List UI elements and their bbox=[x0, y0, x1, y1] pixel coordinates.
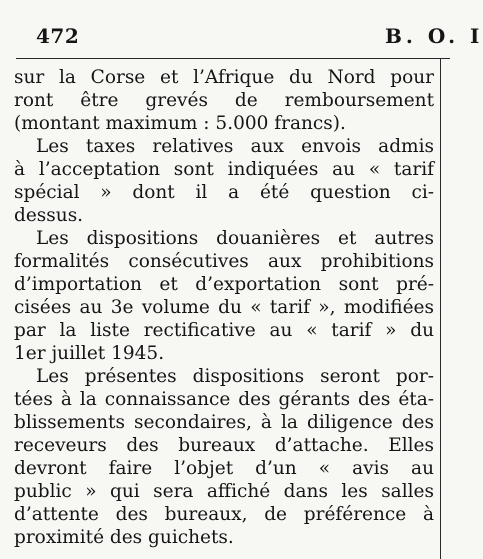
text-line: spécial » dont il a été question ci- bbox=[14, 182, 434, 203]
text-line: d’importation et d’exportation sont pré- bbox=[14, 274, 434, 295]
column-rule bbox=[440, 58, 441, 559]
paragraph bbox=[14, 227, 434, 365]
text-line: devront faire l’objet d’un « avis au bbox=[14, 458, 434, 479]
page-number: 472 bbox=[36, 24, 80, 48]
running-head: B. O. I bbox=[385, 24, 483, 48]
text-line: (montant maximum : 5.000 francs). bbox=[14, 113, 346, 134]
text-line: blissements secondaires, à la diligence des bbox=[14, 412, 434, 433]
text-line: cisées au 3e volume du « tarif », modifiées bbox=[14, 297, 434, 318]
page-header bbox=[0, 24, 483, 52]
text-line: proximité des guichets. bbox=[14, 527, 234, 548]
text-line: Les dispositions douanières et autres bbox=[36, 228, 434, 249]
text-line: sur la Corse et l’Afrique du Nord pour bbox=[14, 67, 434, 88]
text-line: formalités consécutives aux prohibitions bbox=[14, 251, 434, 272]
text-line: receveurs des bureaux d’attache. Elles bbox=[14, 435, 434, 456]
paragraph bbox=[14, 66, 434, 135]
text-line: d’attente des bureaux, de préférence à bbox=[14, 504, 434, 525]
text-line: à l’acceptation sont indiquées au « tarif bbox=[14, 159, 434, 180]
text-line: tées à la connaissance des gérants des éta- bbox=[14, 389, 434, 410]
text-line: 1er juillet 1945. bbox=[14, 343, 165, 364]
text-line: Les présentes dispositions seront por- bbox=[36, 366, 434, 387]
header-rule bbox=[16, 58, 450, 59]
text-line: dessus. bbox=[14, 205, 84, 226]
body-text bbox=[14, 66, 434, 549]
text-line: Les taxes relatives aux envois admis bbox=[36, 136, 434, 157]
paragraph bbox=[14, 135, 434, 227]
text-line: ront être grevés de remboursement bbox=[14, 90, 434, 111]
text-line: public » qui sera affiché dans les salles bbox=[14, 481, 434, 502]
paragraph bbox=[14, 365, 434, 549]
text-line: par la liste rectificative au « tarif » du bbox=[14, 320, 434, 341]
